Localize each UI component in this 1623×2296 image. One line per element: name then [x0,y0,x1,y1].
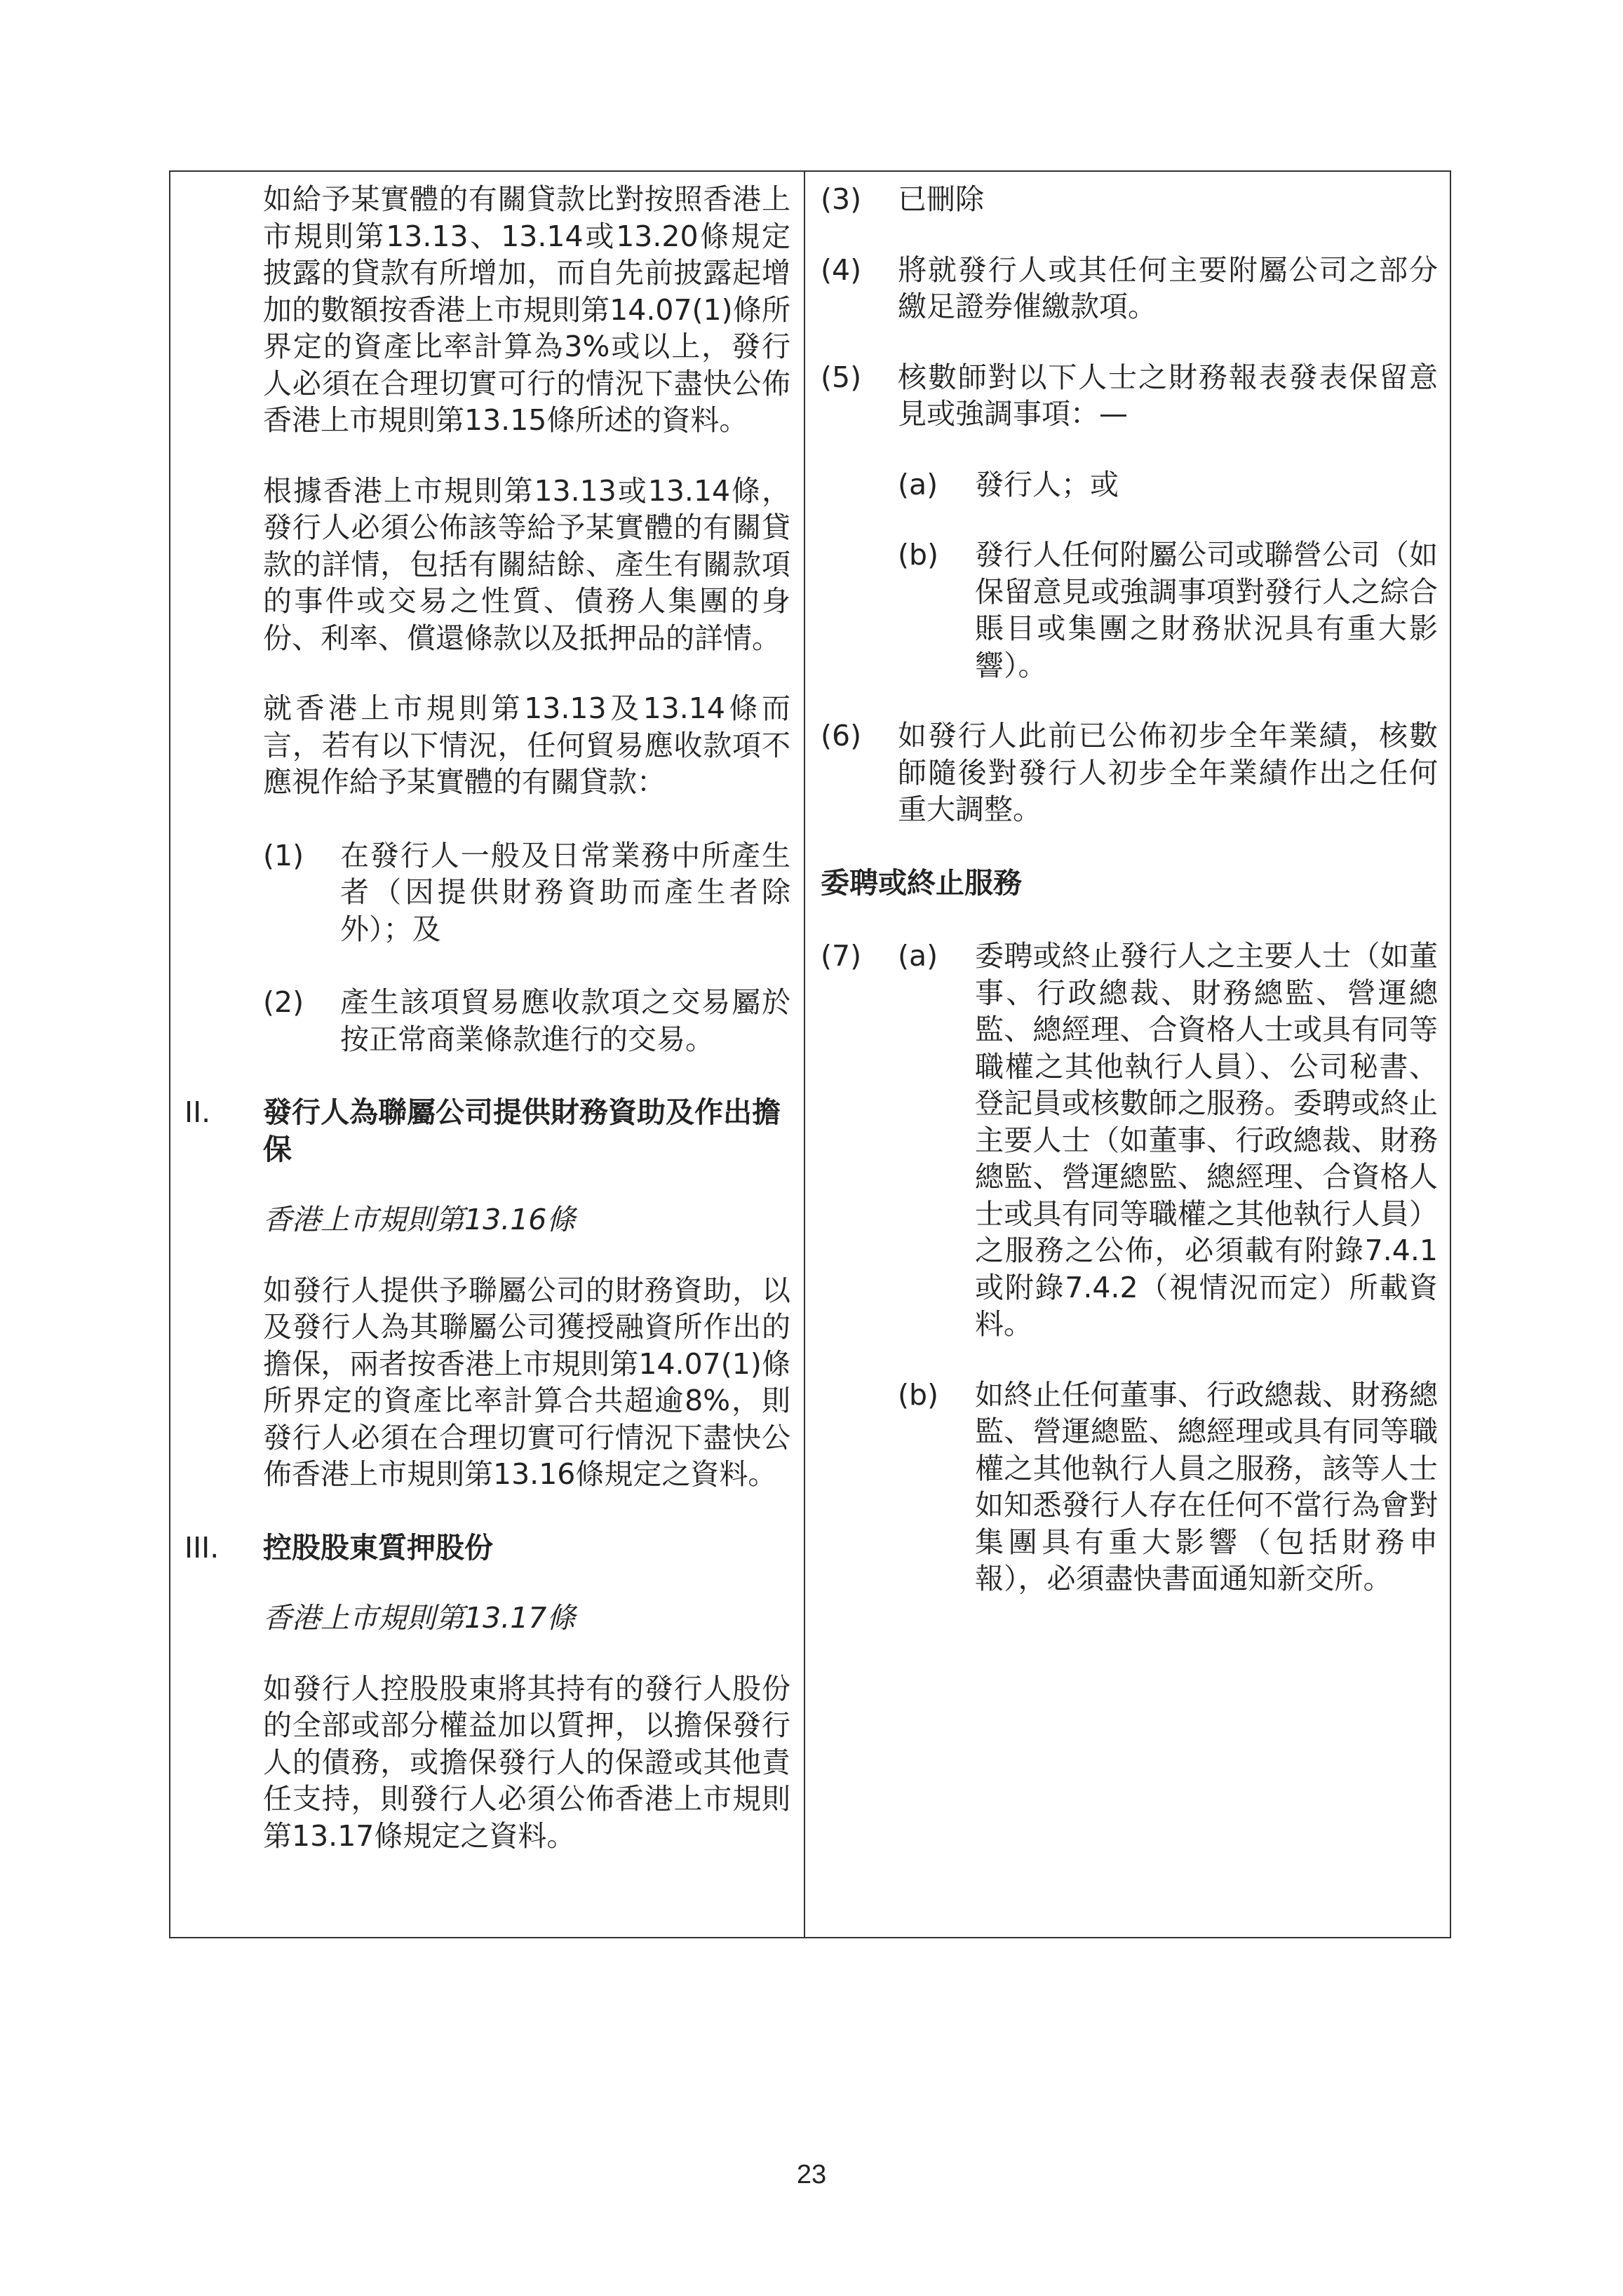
column-divider [804,170,805,1938]
list-item-body [898,938,1438,1598]
section-number: III. [184,1530,220,1565]
paragraph-trade-receivables: 就香港上市規則第13.13及13.14條而言，若有以下情況，任何貿易應收款項不應視作給予某實體的有關貸款： [263,691,790,799]
list-item [821,252,1438,325]
list-item-label: (4) [821,252,862,287]
list-item [821,181,1438,218]
section-body: 如發行人提供予聯屬公司的財務資助，以及發行人為其聯屬公司獲授融資所作出的擔保，兩者按香港上市規則第14.07(1)條所界定的資產比率計算合共超逾8%，則發行人必須在合理切實可行情況下盡快公佈香港上市規則第13.16條規定之資料。 [263,1273,790,1491]
list-item-label: (3) [821,182,862,216]
sub-item-text: 委聘或終止發行人之主要人士（如董事、行政總裁、財務總監、營運總監、總經理、合資格人士或具有同等職權之其他執行人員）、公司秘書、登記員或核數師之服務。委聘或終止主要人士（如董事、行政總裁、財務總監、營運總監、總經理、合資格人士或具有同等職權之其他執行人員）之服務之公佈，必須載有附錄7.4.1或附錄7.4.2（視情況而定）所載資料。 [975,939,1438,1341]
section-heading-share-pledge [184,1529,790,1567]
sub-item [898,466,1438,504]
sub-item-text: 如終止任何董事、行政總裁、財務總監、營運總監、總經理或具有同等職權之其他執行人員之服務，該等人士如知悉發行人存在任何不當行為會對集團具有重大影響（包括財務申報），必須盡快書面通知新交所。 [975,1377,1438,1595]
list-item-text: 將就發行人或其任何主要附屬公司之部分繳足證券催繳款項。 [898,252,1438,323]
sub-item-label: (a) [898,939,938,973]
list-item [821,938,1438,1598]
right-column [821,181,1438,1598]
section-body: 如發行人控股股東將其持有的發行人股份的全部或部分權益加以質押，以擔保發行人的債務，或擔保發行人的保證或其他責任支持，則發行人必須公佈香港上市規則第13.17條規定之資料。 [263,1671,790,1853]
paragraph-loan-increase: 如給予某實體的有關貸款比對按照香港上市規則第13.13、13.14或13.20條規定披露的貸款有所增加，而自先前披露起增加的數額按香港上市規則第14.07(1)條所界定的資產比率計算為3%或以上，發行人必須在合理切實可行的情況下盡快公佈香港上市規則第13.15條所述的資料。 [263,182,790,437]
list-item-text: 已刪除 [898,182,984,216]
list-item-label: (1) [263,838,304,872]
list-item-label: (6) [821,719,862,752]
sub-item [898,938,1438,1343]
section-title: 控股股東質押股份 [263,1530,493,1565]
list-item [263,984,790,1058]
page-number: 23 [796,2160,827,2189]
paragraph-loan-details: 根據香港上市規則第13.13或13.14條，發行人必須公佈該等給予某實體的有關貸款的詳情，包括有關結餘、產生有關款項的事件或交易之性質、債務人集團的身份、利率、償還條款以及抵押品的詳情。 [263,473,790,655]
list-item-label: (2) [263,985,304,1019]
sub-item-label: (b) [898,1377,939,1412]
list-item-text: 核數師對以下人士之財務報表發表保留意見或強調事項：— [898,360,1438,431]
rule-citation: 香港上市規則第13.16條 [263,1203,576,1236]
list-item-label: (7) [821,939,862,973]
list-item [821,717,1438,828]
sub-item-label: (a) [898,467,938,501]
list-item-text: 如發行人此前已公佈初步全年業績，核數師隨後對發行人初步全年業績作出之任何重大調整。 [898,719,1438,826]
list-item-text: 在發行人一般及日常業務中所產生者（因提供財務資助而產生者除外）；及 [340,838,790,946]
sub-item-text: 發行人任何附屬公司或聯營公司（如保留意見或強調事項對發行人之綜合賬目或集團之財務狀況具有重大影響）。 [975,538,1438,682]
list-item-body [898,359,1438,684]
sub-item-label: (b) [898,538,939,572]
list-item [821,359,1438,684]
sub-item [898,1377,1438,1598]
section-heading-financial-assistance [184,1094,790,1168]
section-heading-appointment: 委聘或終止服務 [821,865,1022,900]
sub-item [898,536,1438,684]
list-item [263,837,790,948]
list-item-label: (5) [821,360,862,394]
section-number: II. [184,1095,211,1129]
section-title: 發行人為聯屬公司提供財務資助及作出擔保 [263,1095,781,1166]
left-column [184,181,790,1854]
rule-citation: 香港上市規則第13.17條 [263,1601,576,1635]
sub-item-text: 發行人；或 [975,467,1119,501]
list-item-text: 產生該項貿易應收款項之交易屬於按正常商業條款進行的交易。 [340,985,790,1056]
